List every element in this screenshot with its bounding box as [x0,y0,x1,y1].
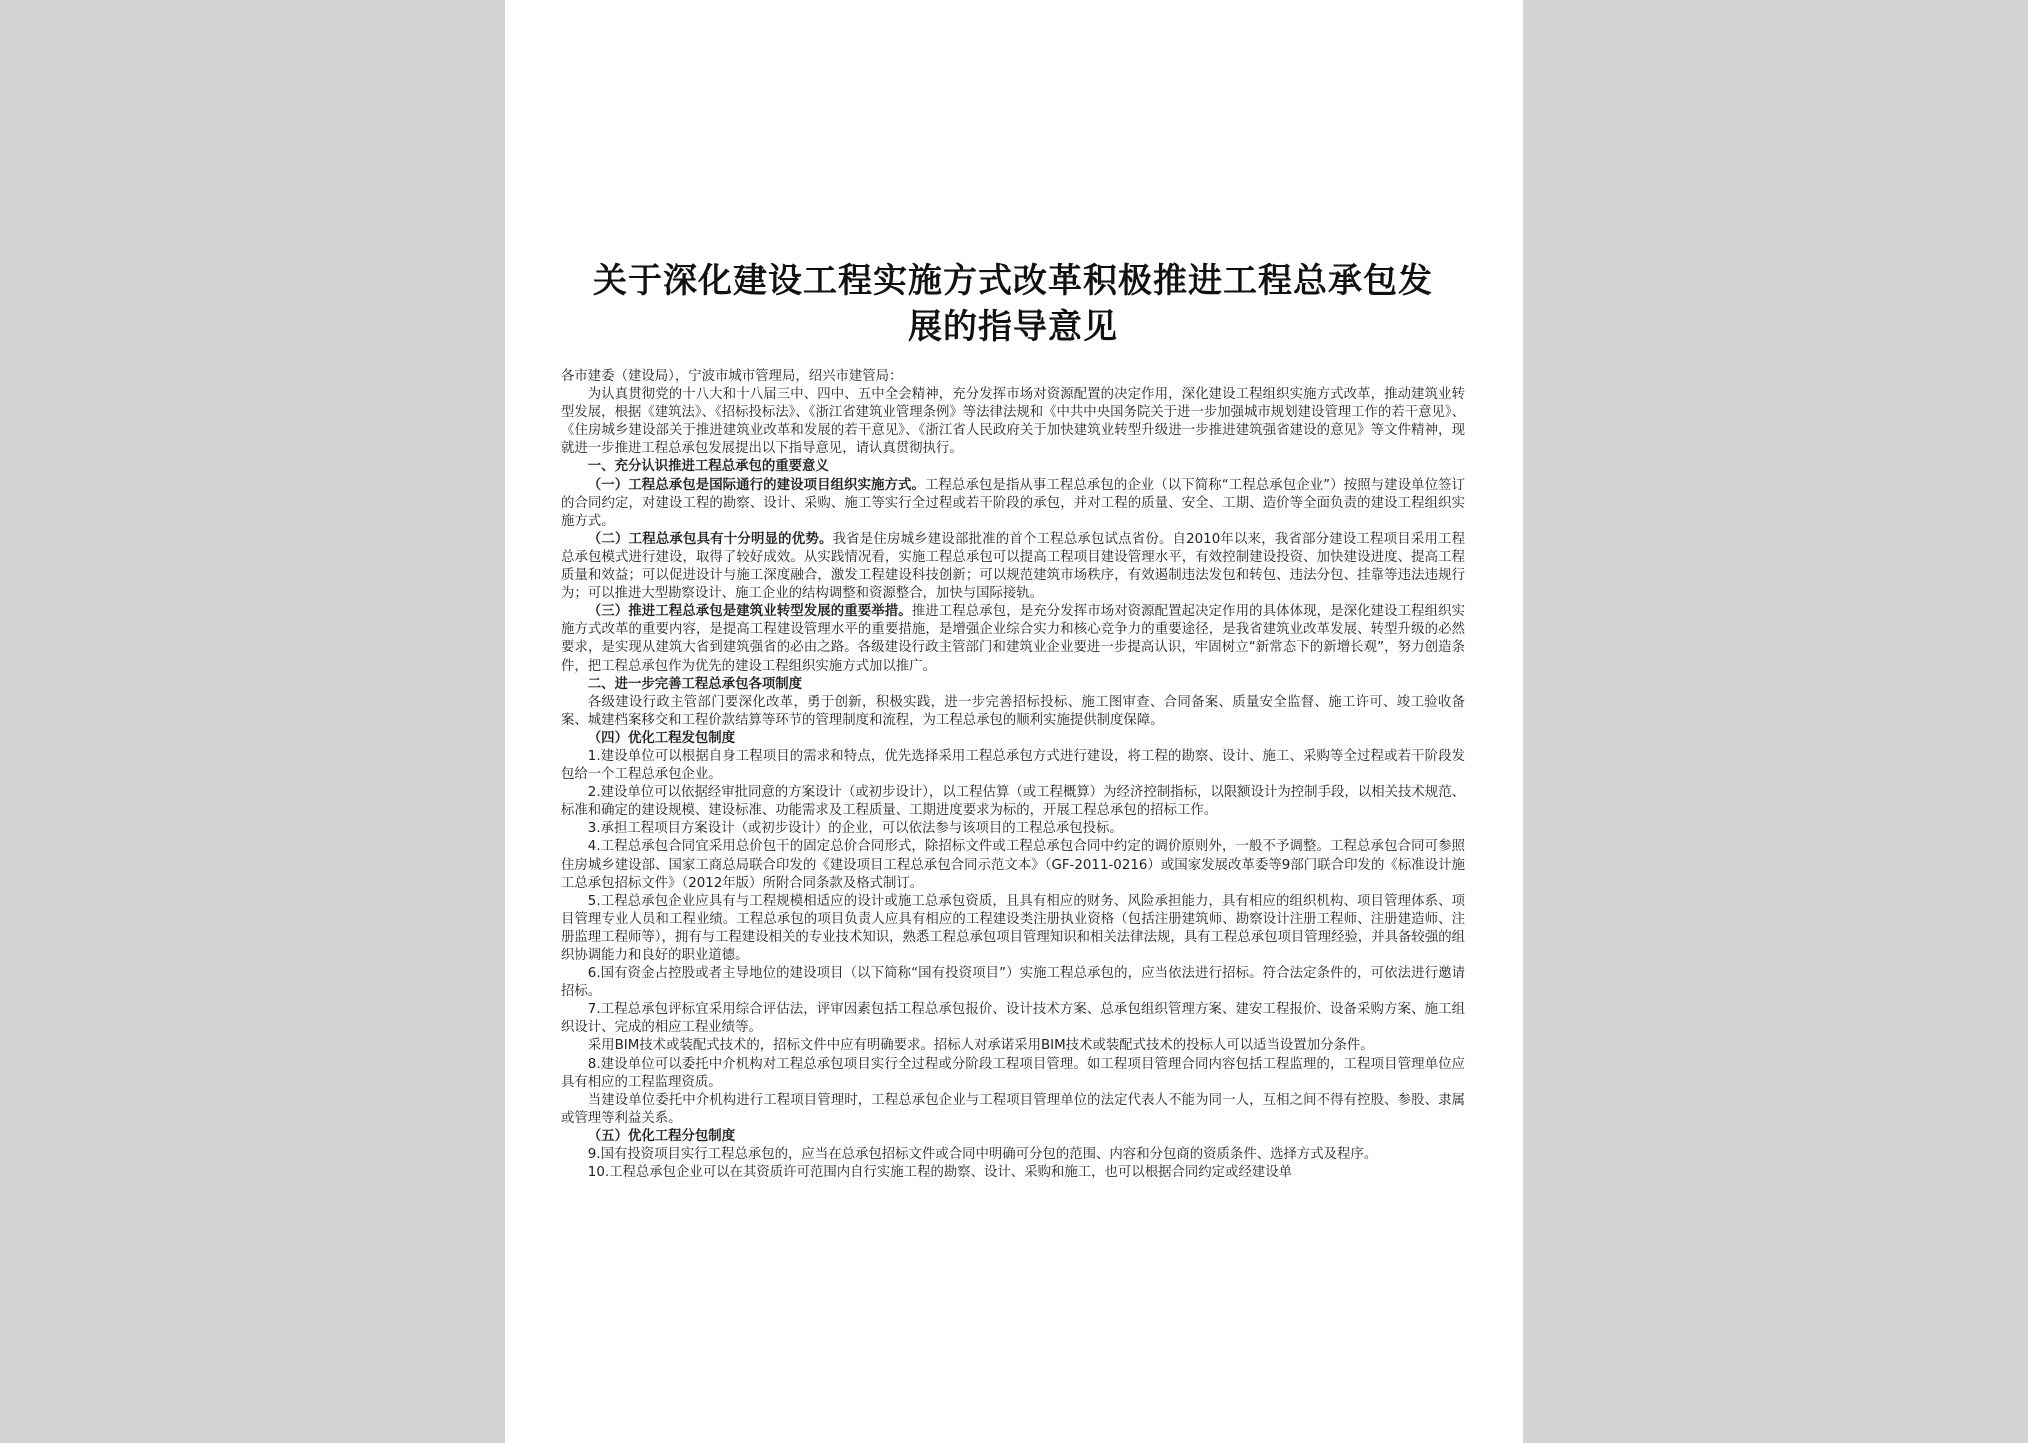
addressee: 各市建委（建设局），宁波市城市管理局，绍兴市建管局： [561,369,903,384]
list-item-8b: 当建设单位委托中介机构进行工程项目管理时，工程总承包企业与工程项目管理单位的法定代表人不能为同一人，互相之间不得有控股、参股、隶属或管理等利益关系。 [561,1092,1465,1126]
section-heading-1: 一、充分认识推进工程总承包的重要意义 [587,459,829,475]
document-page [505,0,1523,1443]
list-item-9: 9.国有投资项目实行工程总承包的，应当在总承包招标文件或合同中明确可分包的范围、内容和分包商的资质条件、选择方式及程序。 [587,1147,1378,1163]
list-item-3: 3.承担工程项目方案设计（或初步设计）的企业，可以依法参与该项目的工程总承包投标。 [587,821,1123,837]
section-2-intro: 各级建设行政主管部门要深化改革，勇于创新，积极实践，进一步完善招标投标、施工图审查、合同备案、质量安全监督、施工许可、竣工验收备案、城建档案移交和工程价款结算等环节的管理制度和流程，为工程总承包的顺利实施提供制度保障。 [561,694,1465,728]
document-title [561,258,1465,350]
list-item-1: 1.建设单位可以根据自身工程项目的需求和特点，优先选择采用工程总承包方式进行建设，将工程的勘察、设计、施工、采购等全过程或若干阶段发包给一个工程总承包企业。 [561,748,1465,783]
list-item-8: 8.建设单位可以委托中介机构对工程总承包项目实行全过程或分阶段工程项目管理。如工程项目管理合同内容包括工程监理的，工程项目管理单位应具有相应的工程监理资质。 [561,1056,1465,1090]
paragraph-1-lead: （一）工程总承包是国际通行的建设项目组织实施方式。 [587,477,925,493]
paragraph-3 [561,603,1465,675]
list-item-6: 6.国有资金占控股或者主导地位的建设项目（以下简称“国有投资项目”）实施工程总承包的，应当依法进行招标。符合法定条件的，可依法进行邀请招标。 [561,966,1465,1000]
paragraph-3-lead: （三）推进工程总承包是建筑业转型发展的重要举措。 [587,604,912,620]
section-heading-2: 二、进一步完善工程总承包各项制度 [587,676,803,692]
paragraph-2-text: 我省是住房城乡建设部批准的首个工程总承包试点省份。自2010年以来，我省部分建设工程项目采用工程总承包模式进行建设，取得了较好成效。从实践情况看，实施工程总承包可以提高工程项目建设管理水平，有效控制建设投资、加快建设进度、提高工程质量和效益；可以促进设计与施工深度融合，激发工程建设科技创新；可以规范建筑市场秩序，有效遏制违法发包和转包、违法分包、挂靠等违法违规行为；可以推进大型勘察设计、施工企业的结构调整和资源整合，加快与国际接轨。 [561,531,1465,602]
list-item-5: 5.工程总承包企业应具有与工程规模相适应的设计或施工总承包资质，且具有相应的财务、风险承担能力，具有相应的组织机构、项目管理体系、项目管理专业人员和工程业绩。工程总承包的项目负责人应具有相应的工程建设类注册执业资格（包括注册建筑师、勘察设计注册工程师、注册建造师、注册监理工程师等），拥有与工程建设相关的专业技术知识，熟悉工程总承包项目管理知识和相关法律法规，具有工程总承包项目管理经验，并具备较强的组织协调能力和良好的职业道德。 [561,893,1465,963]
document-body [561,368,1465,1182]
paragraph-2 [561,531,1465,603]
list-item-4: 4.工程总承包合同宜采用总价包干的固定总价合同形式，除招标文件或工程总承包合同中约定的调价原则外，一般不予调整。工程总承包合同可参照住房城乡建设部、国家工商总局联合印发的《建设项目工程总承包合同示范文本》（GF-2011-0216）或国家发展改革委等9部门联合印发的《标准设计施工总承包招标文件》（2012年版）所附合同条款及格式制订。 [561,839,1465,891]
subsection-heading-4: （四）优化工程发包制度 [587,730,736,746]
list-item-7: 7.工程总承包评标宜采用综合评估法，评审因素包括工程总承包报价、设计技术方案、总承包组织管理方案、建安工程报价、设备采购方案、施工组织设计、完成的相应工程业绩等。 [561,1002,1465,1036]
paragraph-1 [561,477,1465,531]
list-item-2: 2.建设单位可以依据经审批同意的方案设计（或初步设计），以工程估算（或工程概算）为经济控制指标，以限额设计为控制手段，以相关技术规范、标准和确定的建设规模、建设标准、功能需求及工程质量、工期进度要求为标的，开展工程总承包的招标工作。 [561,785,1465,819]
subsection-heading-5: （五）优化工程分包制度 [587,1128,736,1144]
paragraph-3-text: 推进工程总承包，是充分发挥市场对资源配置起决定作用的具体体现，是深化建设工程组织实施方式改革的重要内容，是提高工程建设管理水平的重要措施，是增强企业综合实力和核心竞争力的重要途径，是我省建筑业改革发展、转型升级的必然要求，是实现从建筑大省到建筑强省的必由之路。各级建设行政主管部门和建筑业企业要进一步提高认识，牢固树立“新常态下的新增长观”，努力创造条件，把工程总承包作为优先的建设工程组织实施方式加以推广。 [561,604,1465,674]
list-item-10: 10.工程总承包企业可以在其资质许可范围内自行实施工程的勘察、设计、采购和施工，也可以根据合同约定或经建设单 [587,1165,1293,1181]
intro-paragraph: 为认真贯彻党的十八大和十八届三中、四中、五中全会精神，充分发挥市场对资源配置的决定作用，深化建设工程组织实施方式改革，推动建筑业转型发展，根据《建筑法》、《招标投标法》、《浙江省建筑业管理条例》等法律法规和《中共中央国务院关于进一步加强城市规划建设管理工作的若干意见》、《住房城乡建设部关于推进建筑业改革和发展的若干意见》、《浙江省人民政府关于加快建筑业转型升级进一步推进建筑强省建设的意见》等文件精神，现就进一步推进工程总承包发展提出以下指导意见，请认真贯彻执行。 [561,387,1465,457]
title-line-1: 关于深化建设工程实施方式改革积极推进工程总承包发 [593,261,1433,301]
paragraph-2-lead: （二）工程总承包具有十分明显的优势。 [587,531,833,547]
list-item-7b: 采用BIM技术或装配式技术的，招标文件中应有明确要求。招标人对承诺采用BIM技术或装配式技术的投标人可以适当设置加分条件。 [587,1038,1374,1054]
paragraph-1-text: 工程总承包是指从事工程总承包的企业（以下简称“工程总承包企业”）按照与建设单位签订的合同约定，对建设工程的勘察、设计、采购、施工等实行全过程或若干阶段的承包，并对工程的质量、安全、工期、造价等全面负责的建设工程组织实施方式。 [561,477,1465,529]
title-line-2: 展的指导意见 [908,307,1118,347]
